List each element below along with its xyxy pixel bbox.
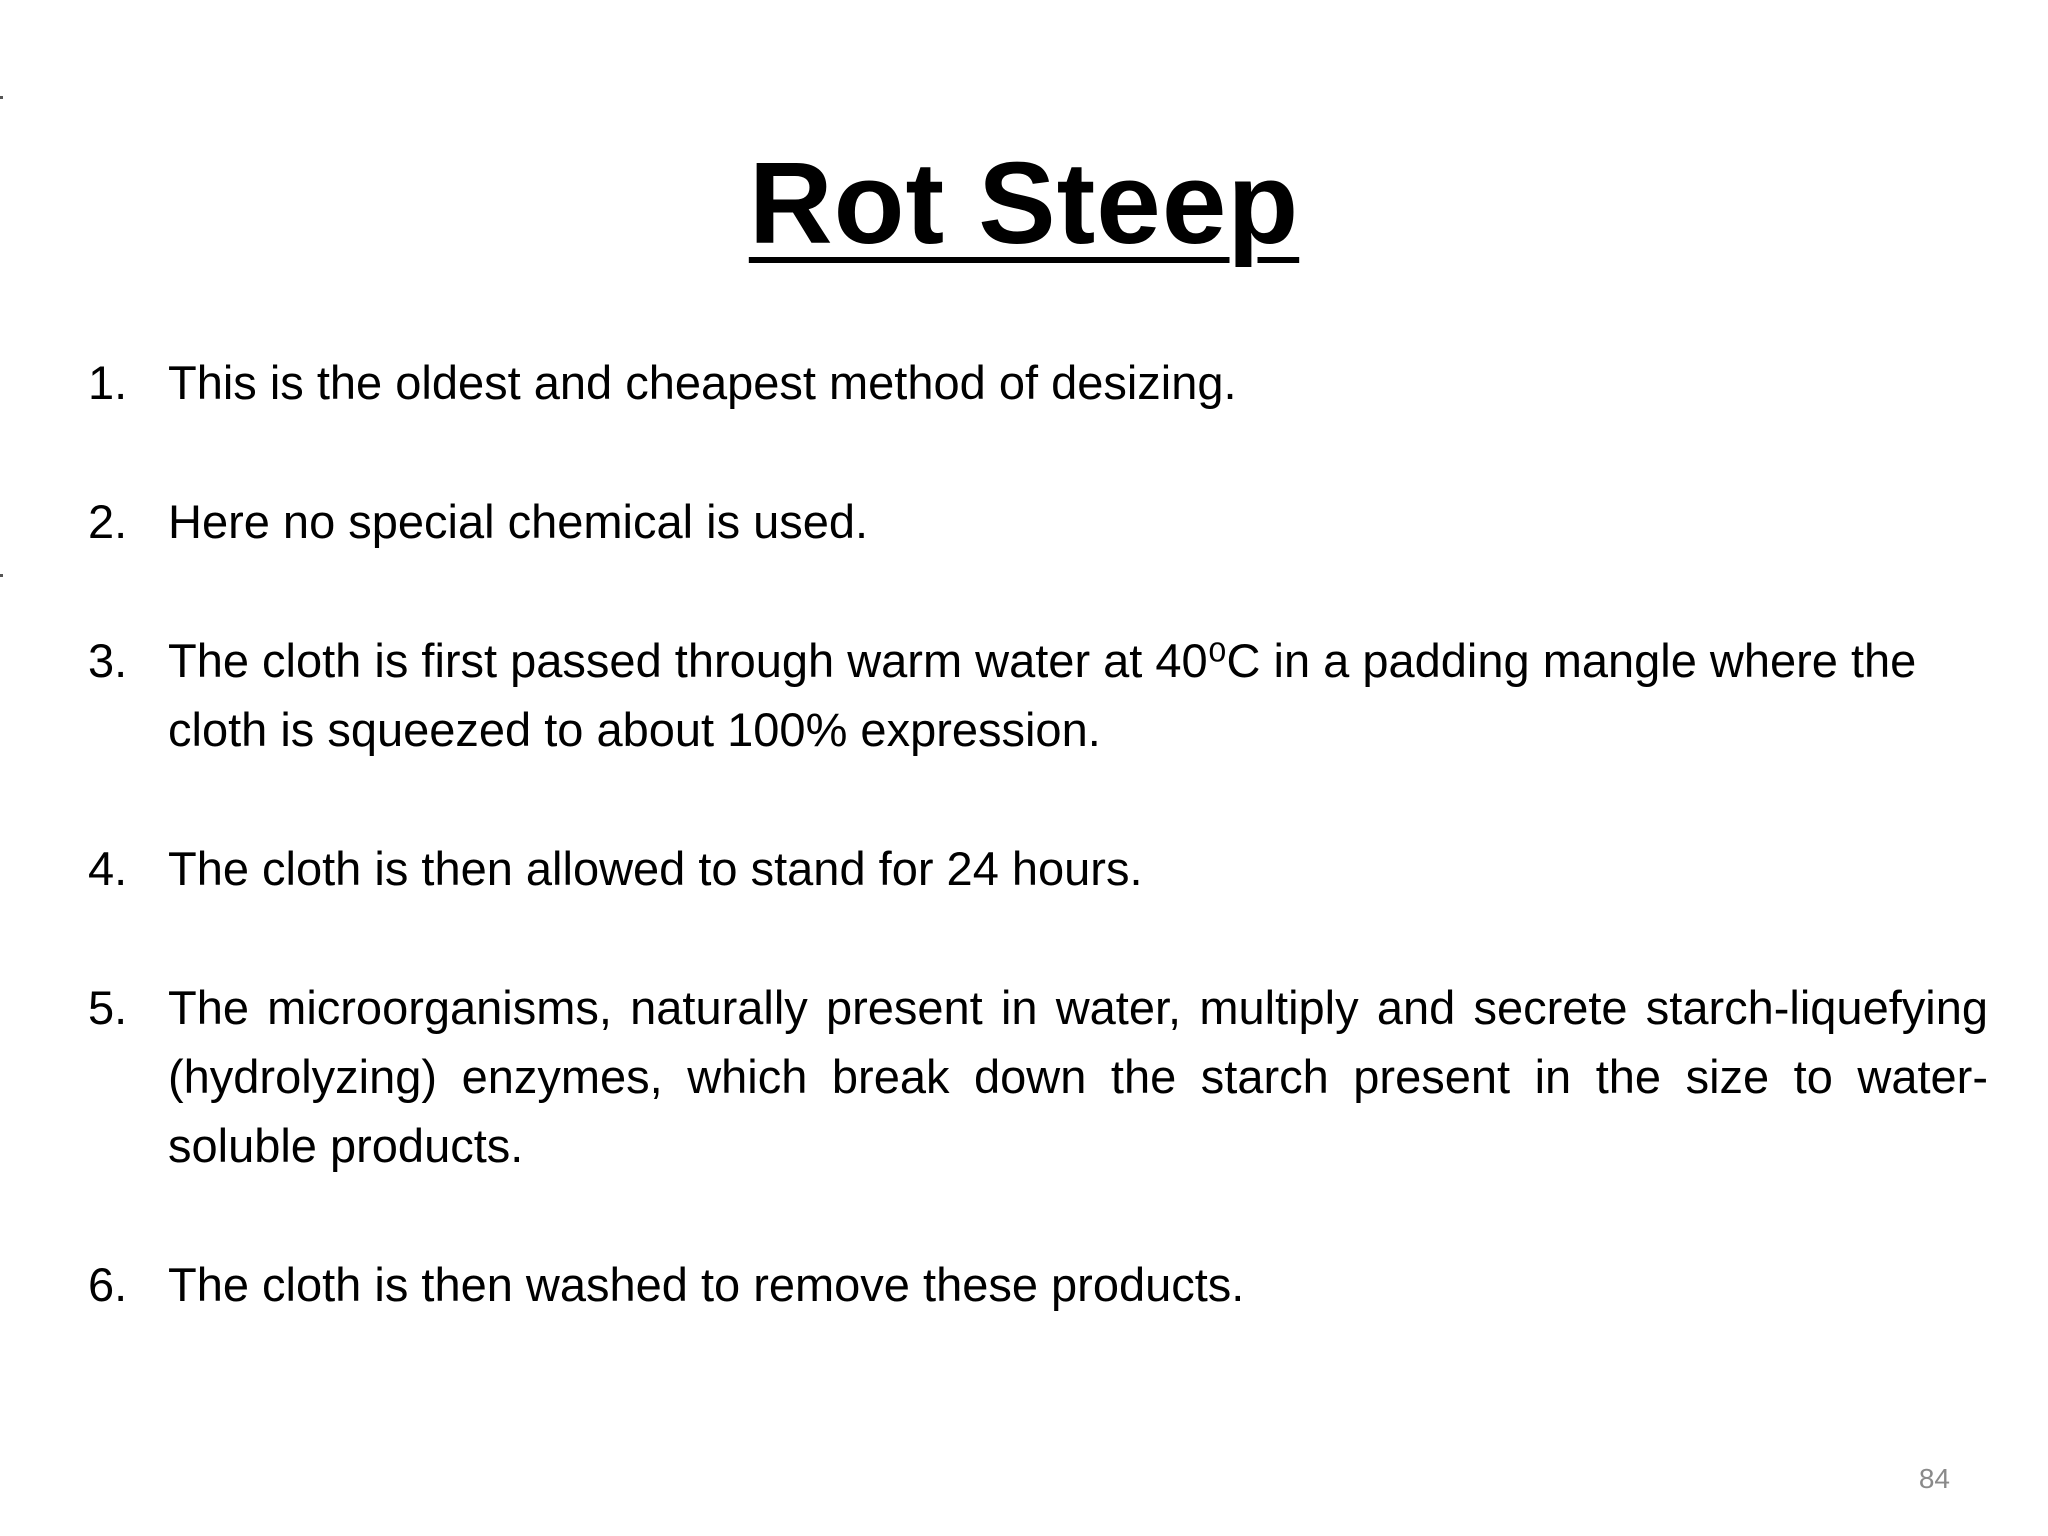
list-item-text: Here no special chemical is used. [168, 495, 869, 548]
list-item-text: This is the oldest and cheapest method of desizing. [168, 356, 1237, 409]
slide-title [0, 138, 2048, 268]
list-item-number: 1. [88, 356, 128, 409]
edge-mark [0, 96, 3, 99]
list-item-text: The cloth is first passed through warm water at 40⁰C in a padding mangle where the cloth is squeezed to about 100% expression. [168, 634, 1917, 756]
list-item-text: The cloth is then washed to remove these products. [168, 1258, 1245, 1311]
list-item-text: The microorganisms, naturally present in water, multiply and secrete starch-liquefying (hydrolyzing) enzymes, which break down the starch present in the size to water-soluble products. [168, 981, 1988, 1172]
list-item [88, 834, 2008, 903]
page-number: 84 [1918, 1463, 1950, 1494]
list-item-text: The cloth is then allowed to stand for 24 hours. [168, 842, 1143, 895]
list-item [88, 348, 2008, 417]
list-item-number: 3. [88, 634, 128, 687]
list-item-number: 6. [88, 1258, 128, 1311]
list-item-number: 4. [88, 842, 128, 895]
list-item-number: 2. [88, 495, 128, 548]
list-item [88, 487, 2008, 556]
bullet-list [88, 348, 2008, 1389]
list-item [88, 626, 1988, 764]
list-item-number: 5. [88, 981, 128, 1034]
edge-mark [0, 574, 3, 577]
list-item [88, 1250, 2008, 1319]
list-item [88, 973, 1988, 1180]
slide-title-text: Rot Steep [748, 138, 1300, 268]
